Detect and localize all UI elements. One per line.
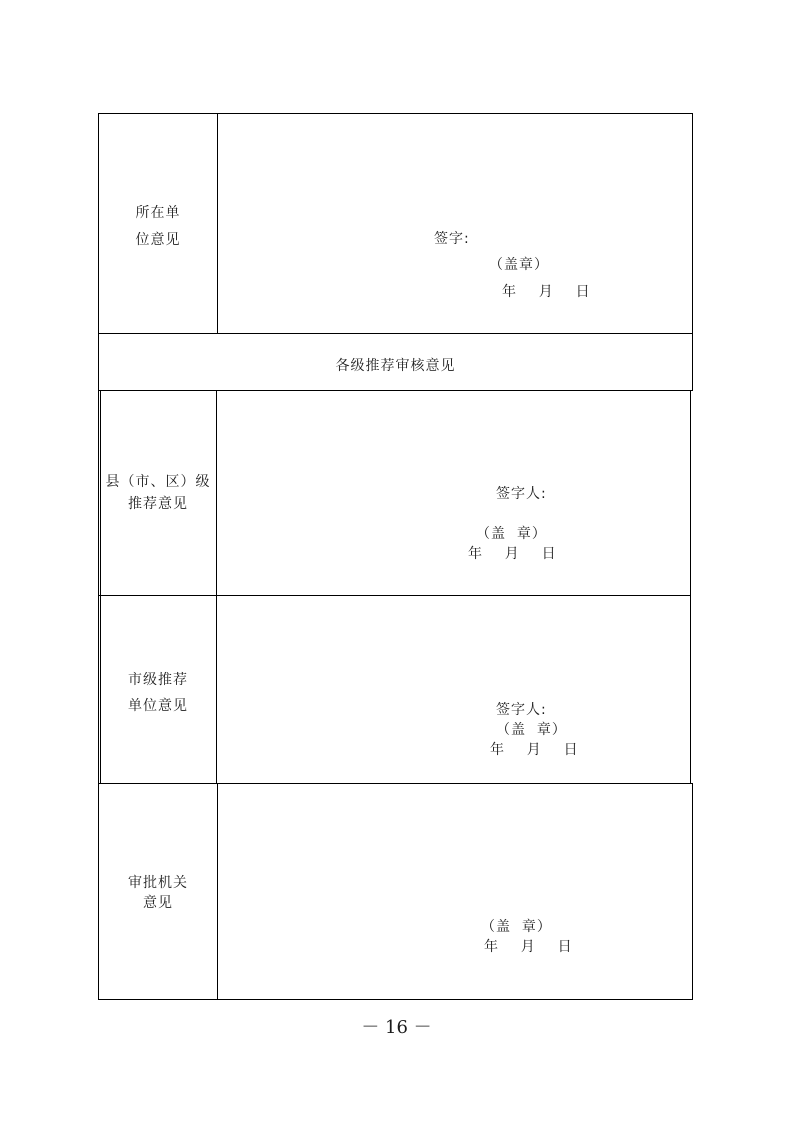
column-divider-upper — [217, 113, 218, 334]
row-divider-1 — [98, 333, 693, 334]
unit-signature-label: 签字: — [434, 231, 470, 247]
section-header: 各级推荐审核意见 — [335, 358, 456, 374]
table-border-top — [98, 113, 693, 114]
county-label-line2: 推荐意见 — [128, 496, 188, 512]
table-border-bottom — [98, 999, 693, 1000]
city-seal-label: （盖 章） — [496, 722, 567, 738]
county-date-label: 年 月 日 — [468, 546, 557, 562]
table-border-right-middle — [690, 390, 691, 784]
unit-label-line2: 位意见 — [135, 232, 181, 248]
city-date-label: 年 月 日 — [490, 742, 579, 758]
approval-date-label: 年 月 日 — [484, 939, 573, 955]
row-divider-4 — [98, 783, 693, 784]
table-border-right-upper — [692, 113, 693, 391]
table-border-left-inner — [100, 390, 101, 784]
table-border-left — [98, 113, 99, 1000]
page-number: － 16 － — [361, 1017, 432, 1038]
county-label-line1: 县（市、区）级 — [105, 474, 211, 490]
row-divider-2 — [98, 390, 693, 391]
unit-date-label: 年 月 日 — [502, 284, 591, 300]
city-label-line1: 市级推荐 — [128, 672, 188, 688]
row-divider-3 — [98, 595, 691, 596]
approval-label-line1: 审批机关 — [128, 875, 188, 891]
column-divider-middle — [216, 390, 217, 784]
city-signature-label: 签字人: — [496, 702, 547, 718]
approval-seal-label: （盖 章） — [481, 919, 552, 935]
county-signature-label: 签字人: — [496, 486, 547, 502]
table-border-right-lower — [692, 783, 693, 1000]
city-label-line2: 单位意见 — [128, 698, 188, 714]
approval-label-line2: 意见 — [143, 895, 173, 911]
unit-seal-label: （盖章） — [489, 257, 549, 273]
column-divider-lower — [217, 783, 218, 1000]
unit-label-line1: 所在单 — [135, 205, 181, 221]
county-seal-label: （盖 章） — [476, 526, 547, 542]
